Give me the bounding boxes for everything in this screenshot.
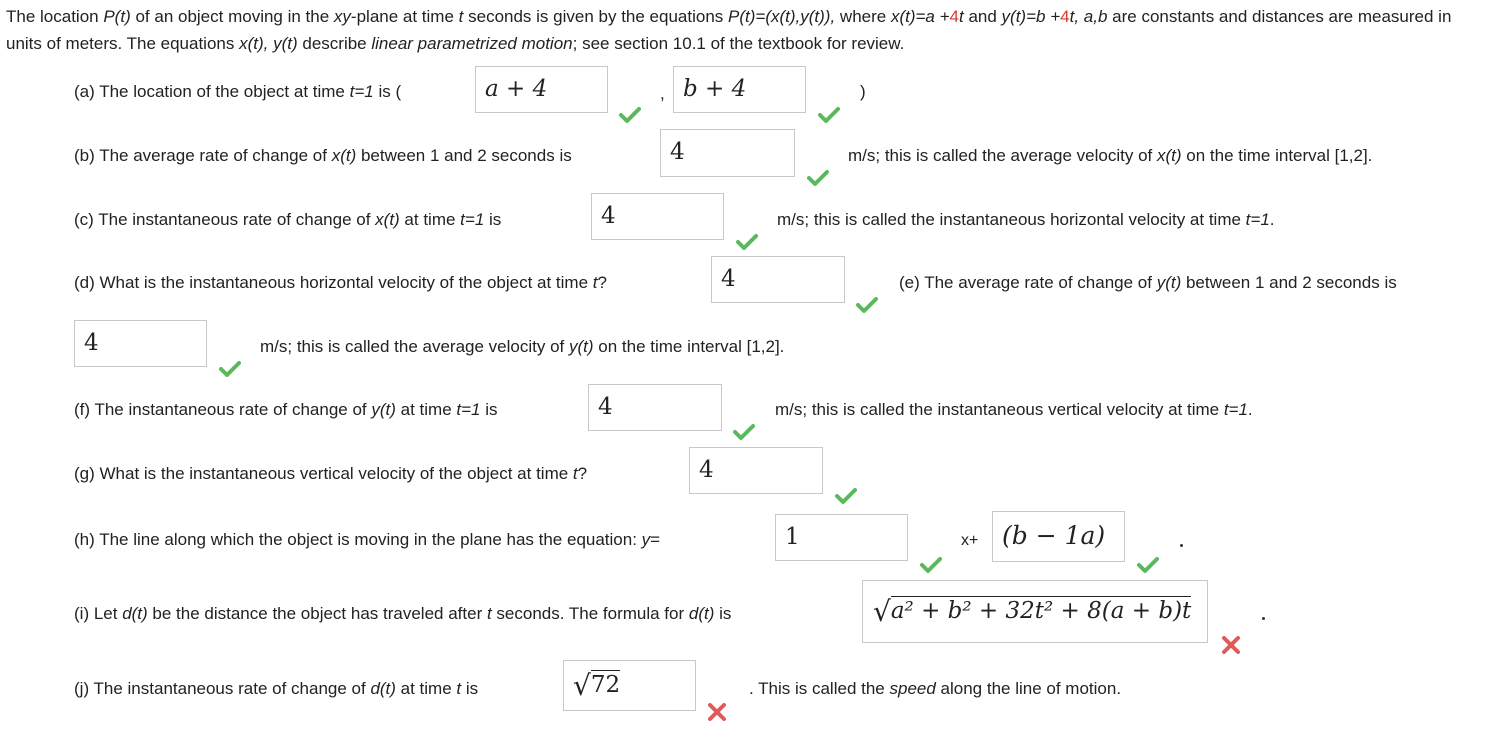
question-f-unit: m/s; this is called the instantaneous vertical velocity at time t=1.: [775, 400, 1253, 419]
question-f-label: (f) The instantaneous rate of change of y(t) at time t=1 is: [74, 400, 498, 419]
answer-a-x-input[interactable]: a + 4: [475, 66, 608, 113]
check-icon: [856, 296, 878, 314]
answer-b-input[interactable]: 4: [660, 129, 795, 177]
sqrt-icon: √: [573, 669, 591, 702]
check-icon: [807, 169, 829, 187]
check-icon: [818, 106, 840, 124]
question-j-unit: . This is called the speed along the line of motion.: [749, 679, 1122, 698]
question-h-label: (h) The line along which the object is moving in the plane has the equation: y=: [74, 530, 661, 549]
question-h-xplus: x+: [961, 532, 979, 549]
question-e-label: (e) The average rate of change of y(t) between 1 and 2 seconds is: [899, 273, 1397, 292]
question-b-label: (b) The average rate of change of x(t) between 1 and 2 seconds is: [74, 146, 572, 165]
question-j-label: (j) The instantaneous rate of change of d(t) at time t is: [74, 679, 479, 698]
check-icon: [835, 487, 857, 505]
answer-h-intercept-input[interactable]: (b − 1a): [992, 511, 1125, 562]
check-icon: [619, 106, 641, 124]
answer-g-input[interactable]: 4: [689, 447, 823, 494]
cross-icon: [706, 703, 728, 721]
check-icon: [920, 556, 942, 574]
check-icon: [736, 233, 758, 251]
question-c-unit: m/s; this is called the instantaneous horizontal velocity at time t=1.: [777, 210, 1275, 229]
answer-d-input[interactable]: 4: [711, 256, 845, 303]
sqrt-icon: √: [873, 595, 891, 628]
check-icon: [1137, 556, 1159, 574]
question-e-unit: m/s; this is called the average velocity of y(t) on the time interval [1,2].: [260, 337, 785, 356]
cross-icon: [1220, 636, 1242, 654]
answer-f-input[interactable]: 4: [588, 384, 722, 431]
question-a-comma: ,: [660, 84, 665, 103]
answer-c-input[interactable]: 4: [591, 193, 724, 240]
question-d-label: (d) What is the instantaneous horizontal velocity of the object at time t?: [74, 273, 607, 292]
check-icon: [733, 423, 755, 441]
period-dot: [1180, 544, 1183, 547]
question-i-label: (i) Let d(t) be the distance the object has traveled after t seconds. The formula for d(t) is: [74, 604, 732, 623]
question-b-unit: m/s; this is called the average velocity of x(t) on the time interval [1,2].: [848, 146, 1373, 165]
answer-a-y-input[interactable]: b + 4: [673, 66, 806, 113]
problem-intro: The location P(t) of an object moving in the xy-plane at time t seconds is given by the equations P(t)=(x(t),y(t)), where x(t)=a +4t and y(t)=b +4t, a,b are constants and distances are measured in units of meters. The equations x(t), y(t) describe linear parametrized motion; see section 10.1 of the textbook for review.: [6, 7, 1452, 53]
answer-h-slope-input[interactable]: 1: [775, 514, 908, 561]
answer-j-input[interactable]: √72: [563, 660, 696, 711]
answer-e-input[interactable]: 4: [74, 320, 207, 367]
question-a-close: ): [860, 82, 866, 101]
period-dot: [1262, 617, 1265, 620]
question-g-label: (g) What is the instantaneous vertical velocity of the object at time t?: [74, 464, 588, 483]
question-a-label: (a) The location of the object at time t=1 is (: [74, 82, 402, 101]
check-icon: [219, 360, 241, 378]
question-c-label: (c) The instantaneous rate of change of x(t) at time t=1 is: [74, 210, 502, 229]
answer-i-input[interactable]: √a² + b² + 32t² + 8(a + b)t: [862, 580, 1208, 643]
